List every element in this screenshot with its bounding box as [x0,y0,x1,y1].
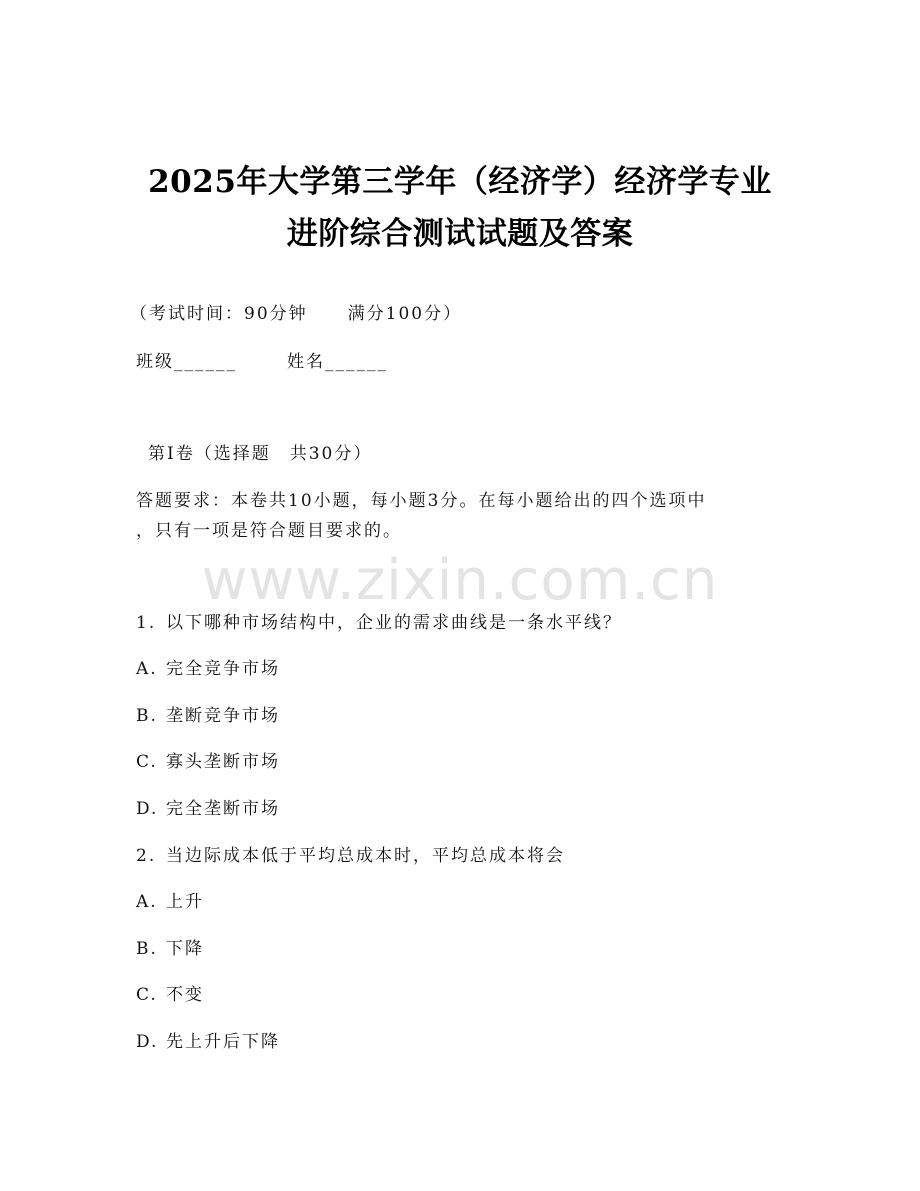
question-number: 2. [136,846,157,866]
option-text: 完全竞争市场 [166,659,280,679]
question-1 [136,612,622,634]
document-title-line-2: 进阶综合测试试题及答案 [286,216,634,252]
question-2 [136,845,565,867]
student-fields [136,351,388,373]
option-text: 先上升后下降 [166,1032,280,1052]
option-label: C. [136,985,158,1005]
option-text: 垄断竞争市场 [166,706,280,726]
watermark: www.zixin.com.cn [201,548,719,613]
question-2-option-a [136,891,204,913]
option-label: A. [136,659,158,679]
name-field: 姓名______ [287,352,388,372]
question-1-option-b [136,705,280,727]
option-text: 上升 [166,892,204,912]
exam-time: （考试时间：90分钟 [130,304,308,324]
option-text: 完全垄断市场 [166,799,280,819]
question-text: 以下哪种市场结构中，企业的需求曲线是一条水平线？ [166,613,622,633]
option-label: B. [136,939,158,959]
section-instruction-line-1: 答题要求：本卷共10小题，每小题3分。在每小题给出的四个选项中 [136,491,707,511]
question-2-option-b [136,938,204,960]
question-2-option-d [136,1031,280,1053]
question-2-option-c [136,984,204,1006]
option-text: 不变 [166,985,204,1005]
option-label: C. [136,752,158,772]
option-label: D. [136,799,159,819]
option-label: B. [136,706,158,726]
question-number: 1. [136,613,157,633]
section-title: 第Ⅰ卷（选择题 共30分） [148,444,373,464]
section-instruction-line-2: ，只有一项是符合题目要求的。 [136,521,402,541]
question-1-option-d [136,798,280,820]
exam-score: 满分100分） [347,304,463,324]
class-field: 班级______ [136,352,237,372]
option-text: 寡头垄断市场 [166,752,280,772]
question-text: 当边际成本低于平均总成本时，平均总成本将会 [166,846,565,866]
option-text: 下降 [166,939,204,959]
option-label: D. [136,1032,159,1052]
question-1-option-a [136,658,280,680]
question-1-option-c [136,751,280,773]
exam-info [130,303,462,325]
option-label: A. [136,892,158,912]
document-title-line-1: 2025年大学第三学年（经济学）经济学专业 [148,164,772,200]
